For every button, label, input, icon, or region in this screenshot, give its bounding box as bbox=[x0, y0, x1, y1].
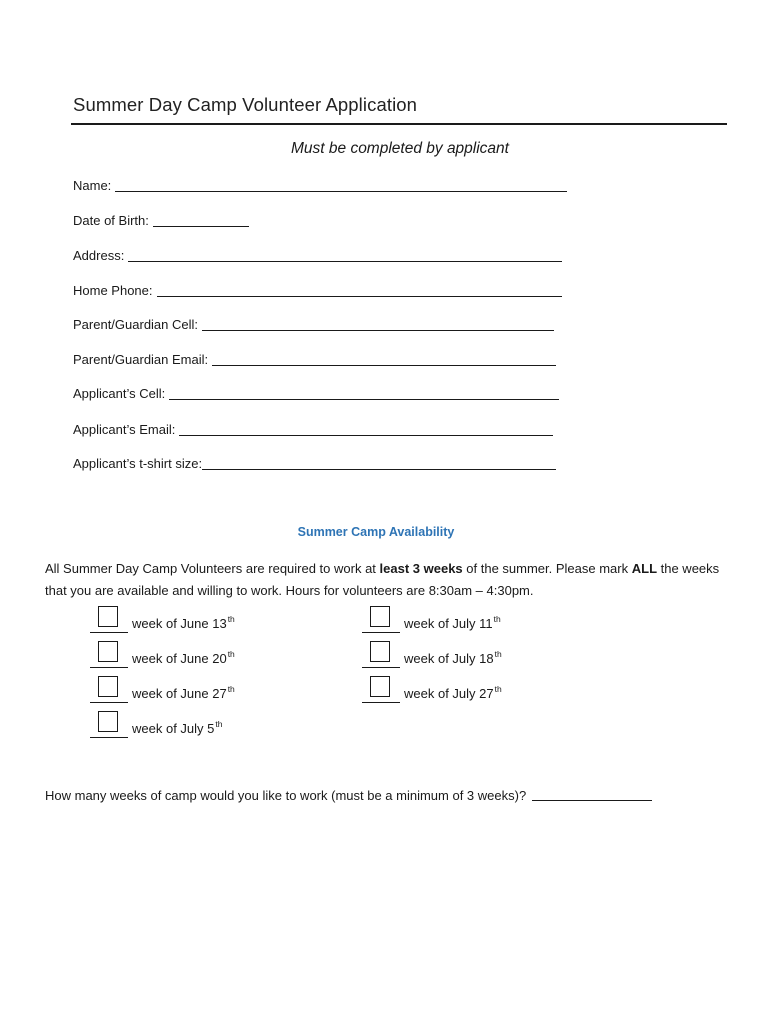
week-slot bbox=[90, 711, 128, 738]
week-slot bbox=[90, 676, 128, 703]
week-label bbox=[404, 611, 501, 632]
week-june-20-label: week of June 20 bbox=[132, 651, 227, 666]
week-june-13-label: week of June 13 bbox=[132, 616, 227, 631]
field-applicant-email bbox=[73, 422, 553, 438]
week-label bbox=[132, 716, 222, 737]
week-label bbox=[404, 646, 502, 667]
week-june-20-checkbox[interactable] bbox=[98, 641, 118, 662]
week-option-june-27 bbox=[90, 676, 235, 703]
applicant-email-input[interactable] bbox=[179, 435, 553, 436]
field-applicant-email-label: Applicant’s Email: bbox=[73, 422, 176, 437]
field-address-label: Address: bbox=[73, 248, 125, 263]
weeks-count-input[interactable] bbox=[532, 800, 652, 801]
field-home-phone-label: Home Phone: bbox=[73, 283, 153, 298]
field-parent-guardian-email-label: Parent/Guardian Email: bbox=[73, 352, 209, 367]
ordinal-suffix: th bbox=[227, 684, 235, 694]
week-option-july-18 bbox=[362, 641, 502, 668]
week-slot bbox=[362, 606, 400, 633]
week-july-27-label: week of July 27 bbox=[404, 686, 494, 701]
field-applicant-cell bbox=[73, 386, 559, 402]
intro-text-2: of the summer. Please mark bbox=[462, 561, 632, 576]
week-july-18-checkbox[interactable] bbox=[370, 641, 390, 662]
ordinal-suffix: th bbox=[494, 684, 502, 694]
weeks-question bbox=[45, 788, 652, 803]
parent-guardian-email-input[interactable] bbox=[212, 365, 556, 366]
week-label bbox=[132, 611, 235, 632]
week-slot bbox=[362, 676, 400, 703]
field-parent-guardian-cell bbox=[73, 317, 554, 333]
week-july-18-label: week of July 18 bbox=[404, 651, 494, 666]
week-june-13-checkbox[interactable] bbox=[98, 606, 118, 627]
availability-instructions bbox=[45, 558, 735, 602]
tshirt-size-input[interactable] bbox=[202, 469, 556, 470]
week-slot bbox=[90, 606, 128, 633]
week-label bbox=[132, 646, 235, 667]
week-option-july-11 bbox=[362, 606, 501, 633]
name-input[interactable] bbox=[115, 191, 567, 192]
intro-text-1: All Summer Day Camp Volunteers are required to work at bbox=[45, 561, 380, 576]
parent-guardian-cell-input[interactable] bbox=[202, 330, 554, 331]
week-july-11-label: week of July 11 bbox=[404, 616, 493, 631]
form-subtitle: Must be completed by applicant bbox=[291, 140, 509, 157]
week-july-11-checkbox[interactable] bbox=[370, 606, 390, 627]
week-june-27-checkbox[interactable] bbox=[98, 676, 118, 697]
week-option-june-13 bbox=[90, 606, 235, 633]
field-applicant-cell-label: Applicant’s Cell: bbox=[73, 386, 166, 401]
field-home-phone bbox=[73, 283, 562, 299]
field-date-of-birth bbox=[73, 213, 249, 229]
week-slot bbox=[362, 641, 400, 668]
ordinal-suffix: th bbox=[494, 649, 502, 659]
week-july-27-checkbox[interactable] bbox=[370, 676, 390, 697]
week-slot bbox=[90, 641, 128, 668]
page-title: Summer Day Camp Volunteer Application bbox=[73, 94, 418, 115]
field-date-of-birth-label: Date of Birth: bbox=[73, 213, 149, 228]
intro-emphasis-all: ALL bbox=[631, 561, 658, 576]
week-option-july-5 bbox=[90, 711, 222, 738]
week-july-5-checkbox[interactable] bbox=[98, 711, 118, 732]
week-option-july-27 bbox=[362, 676, 502, 703]
availability-heading: Summer Camp Availability bbox=[297, 525, 455, 539]
address-input[interactable] bbox=[128, 261, 562, 262]
intro-emphasis-weeks: least 3 weeks bbox=[379, 561, 463, 576]
week-june-27-label: week of June 27 bbox=[132, 686, 227, 701]
week-label bbox=[404, 681, 502, 702]
field-tshirt-size-label: Applicant’s t-shirt size: bbox=[73, 456, 203, 471]
field-name bbox=[73, 178, 567, 194]
ordinal-suffix: th bbox=[227, 649, 235, 659]
applicant-cell-input[interactable] bbox=[169, 399, 559, 400]
ordinal-suffix: th bbox=[227, 614, 235, 624]
intro-text-3: the weeks that you are available and willing to work. Hours for volunteers are 8:30am – 4:30pm. bbox=[45, 561, 720, 598]
week-july-5-label: week of July 5 bbox=[132, 721, 215, 736]
ordinal-suffix: th bbox=[215, 719, 223, 729]
field-tshirt-size bbox=[73, 456, 556, 472]
weeks-question-label: How many weeks of camp would you like to work (must be a minimum of 3 weeks)? bbox=[45, 788, 527, 803]
field-name-label: Name: bbox=[73, 178, 112, 193]
field-address bbox=[73, 248, 562, 264]
ordinal-suffix: th bbox=[493, 614, 501, 624]
week-label bbox=[132, 681, 235, 702]
home-phone-input[interactable] bbox=[157, 296, 562, 297]
field-parent-guardian-cell-label: Parent/Guardian Cell: bbox=[73, 317, 199, 332]
week-option-june-20 bbox=[90, 641, 235, 668]
title-divider bbox=[71, 123, 727, 125]
date-of-birth-input[interactable] bbox=[153, 226, 249, 227]
field-parent-guardian-email bbox=[73, 352, 556, 368]
